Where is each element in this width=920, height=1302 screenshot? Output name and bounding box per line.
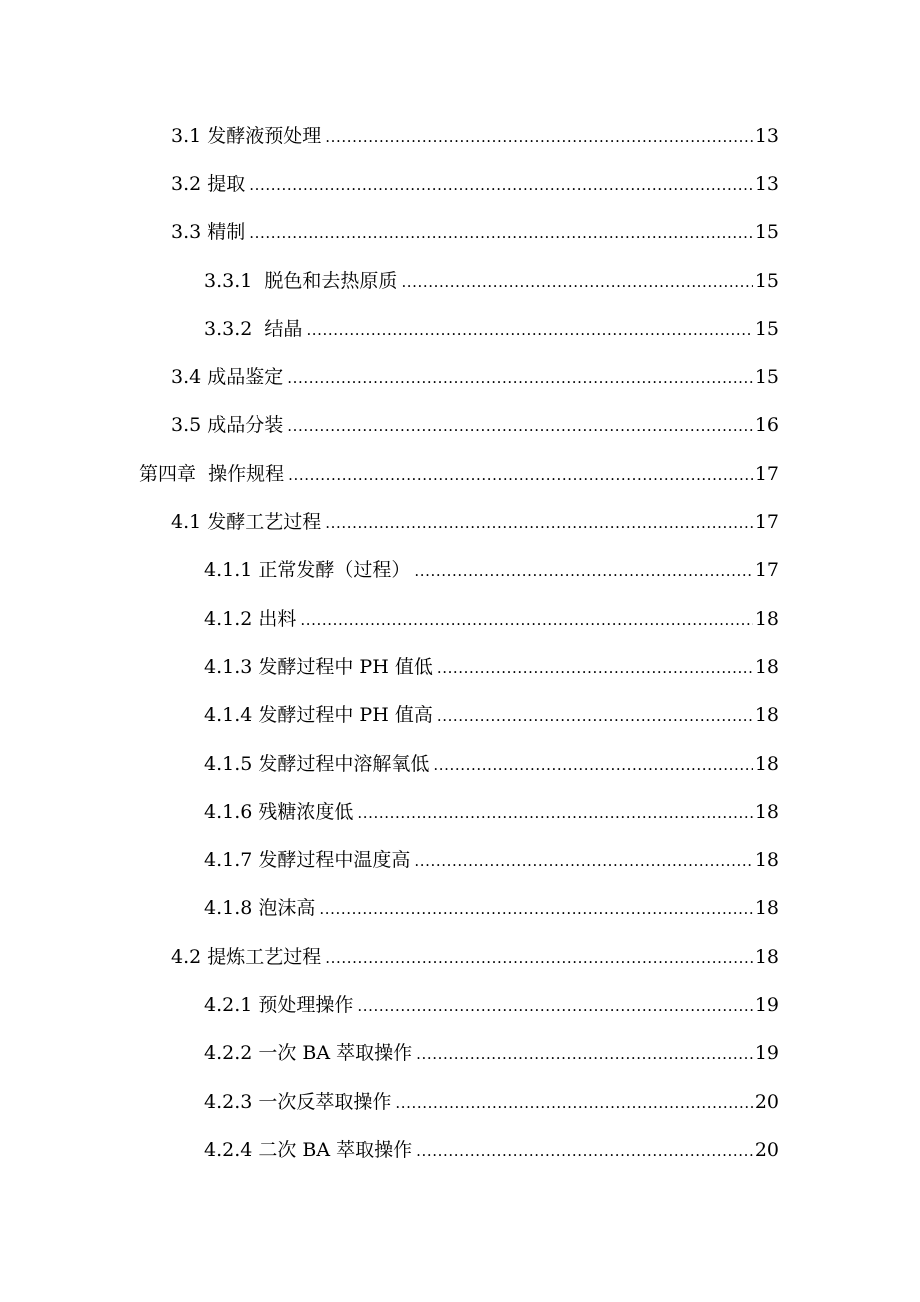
toc-entry-label: 4.2 提炼工艺过程 xyxy=(171,945,322,968)
toc-dot-leader xyxy=(325,951,753,966)
toc-page-number: 18 xyxy=(754,945,779,968)
toc-page-number: 18 xyxy=(754,607,779,630)
toc-page-number: 18 xyxy=(754,752,779,775)
toc-dot-leader xyxy=(357,999,752,1014)
toc-entry-label: 4.1.2 出料 xyxy=(204,607,297,630)
toc-entry-4-1-8[interactable] xyxy=(0,885,920,933)
toc-page-number: 18 xyxy=(754,655,779,678)
toc-entry-label: 3.1 发酵液预处理 xyxy=(171,124,322,147)
toc-entry-3-1[interactable] xyxy=(0,112,920,160)
toc-entry-4-2-1[interactable] xyxy=(0,981,920,1029)
toc-dot-leader xyxy=(416,1047,753,1062)
toc-entry-4-2[interactable] xyxy=(0,933,920,981)
toc-entry-label: 第四章 操作规程 xyxy=(139,462,285,485)
toc-dot-leader xyxy=(306,323,752,338)
toc-entry-label: 3.3 精制 xyxy=(171,221,246,244)
toc-page-number: 20 xyxy=(754,1090,779,1113)
toc-entry-label: 3.5 成品分装 xyxy=(171,414,284,437)
toc-entry-4-1-3[interactable] xyxy=(0,643,920,691)
toc-dot-leader xyxy=(357,806,752,821)
toc-dot-leader xyxy=(249,178,753,193)
toc-dot-leader xyxy=(416,1144,753,1159)
toc-entry-label: 4.2.4 二次 BA 萃取操作 xyxy=(204,1138,413,1161)
toc-dot-leader xyxy=(249,226,753,241)
toc-entry-label: 3.2 提取 xyxy=(171,172,246,195)
toc-page-number: 15 xyxy=(754,317,779,340)
toc-entry-label: 4.1.7 发酵过程中温度高 xyxy=(204,849,411,872)
toc-dot-leader xyxy=(325,516,753,531)
toc-entry-3-2[interactable] xyxy=(0,160,920,208)
toc-page-number: 19 xyxy=(754,1042,779,1065)
toc-entry-4-2-2[interactable] xyxy=(0,1030,920,1078)
toc-dot-leader xyxy=(325,130,753,145)
toc-page-number: 13 xyxy=(754,172,779,195)
toc-dot-leader xyxy=(287,371,753,386)
toc-entry-label: 4.1 发酵工艺过程 xyxy=(171,511,322,534)
toc-entry-label: 3.4 成品鉴定 xyxy=(171,366,284,389)
toc-entry-label: 4.2.3 一次反萃取操作 xyxy=(204,1090,392,1113)
toc-entry-label: 4.1.8 泡沫高 xyxy=(204,897,316,920)
toc-page-number: 15 xyxy=(754,269,779,292)
toc-dot-leader xyxy=(437,709,753,724)
toc-dot-leader xyxy=(414,564,752,579)
toc-entry-label: 4.1.6 残糖浓度低 xyxy=(204,800,354,823)
toc-dot-leader xyxy=(433,758,752,773)
toc-page-number: 16 xyxy=(754,414,779,437)
toc-page-number: 20 xyxy=(754,1138,779,1161)
toc-entry-label: 4.2.1 预处理操作 xyxy=(204,993,354,1016)
toc-page-number: 18 xyxy=(754,897,779,920)
toc-page-number: 18 xyxy=(754,849,779,872)
toc-entry-label: 4.1.3 发酵过程中 PH 值低 xyxy=(204,655,433,678)
toc-entry-label: 4.1.5 发酵过程中溶解氧低 xyxy=(204,752,430,775)
toc-page-number: 17 xyxy=(754,511,779,534)
toc-entry-3-4[interactable] xyxy=(0,353,920,401)
toc-dot-leader xyxy=(287,419,753,434)
toc-entry-4-1-1[interactable] xyxy=(0,547,920,595)
toc-dot-leader xyxy=(437,661,753,676)
toc-entry-3-5[interactable] xyxy=(0,402,920,450)
table-of-contents xyxy=(0,112,920,1175)
toc-dot-leader xyxy=(414,854,752,869)
toc-entry-4-1-6[interactable] xyxy=(0,788,920,836)
toc-dot-leader xyxy=(395,1096,752,1111)
toc-entry-4-2-4[interactable] xyxy=(0,1126,920,1174)
toc-dot-leader xyxy=(288,468,753,483)
toc-entry-3-3-2[interactable] xyxy=(0,305,920,353)
toc-page-number: 18 xyxy=(754,800,779,823)
toc-entry-label: 4.1.1 正常发酵（过程） xyxy=(204,559,411,582)
toc-entry-4-1-7[interactable] xyxy=(0,836,920,884)
toc-entry-4-2-3[interactable] xyxy=(0,1078,920,1126)
toc-page-number: 15 xyxy=(754,366,779,389)
toc-entry-4-1-2[interactable] xyxy=(0,595,920,643)
toc-entry-label: 3.3.1 脱色和去热原质 xyxy=(204,269,398,292)
toc-dot-leader xyxy=(319,902,752,917)
toc-dot-leader xyxy=(300,613,752,628)
toc-entry-3-3[interactable] xyxy=(0,209,920,257)
toc-entry-3-3-1[interactable] xyxy=(0,257,920,305)
toc-entry-label: 4.1.4 发酵过程中 PH 值高 xyxy=(204,704,433,727)
toc-entry-label: 3.3.2 结晶 xyxy=(204,317,303,340)
toc-entry-label: 4.2.2 一次 BA 萃取操作 xyxy=(204,1042,413,1065)
toc-dot-leader xyxy=(401,275,752,290)
toc-page-number: 13 xyxy=(754,124,779,147)
toc-entry-4-1[interactable] xyxy=(0,498,920,546)
toc-entry-4-1-5[interactable] xyxy=(0,740,920,788)
toc-entry-4-1-4[interactable] xyxy=(0,692,920,740)
toc-page-number: 17 xyxy=(754,462,779,485)
toc-page-number: 15 xyxy=(754,221,779,244)
toc-entry-chapter-4[interactable] xyxy=(0,450,920,498)
toc-page-number: 19 xyxy=(754,993,779,1016)
toc-page-number: 18 xyxy=(754,704,779,727)
toc-page-number: 17 xyxy=(754,559,779,582)
